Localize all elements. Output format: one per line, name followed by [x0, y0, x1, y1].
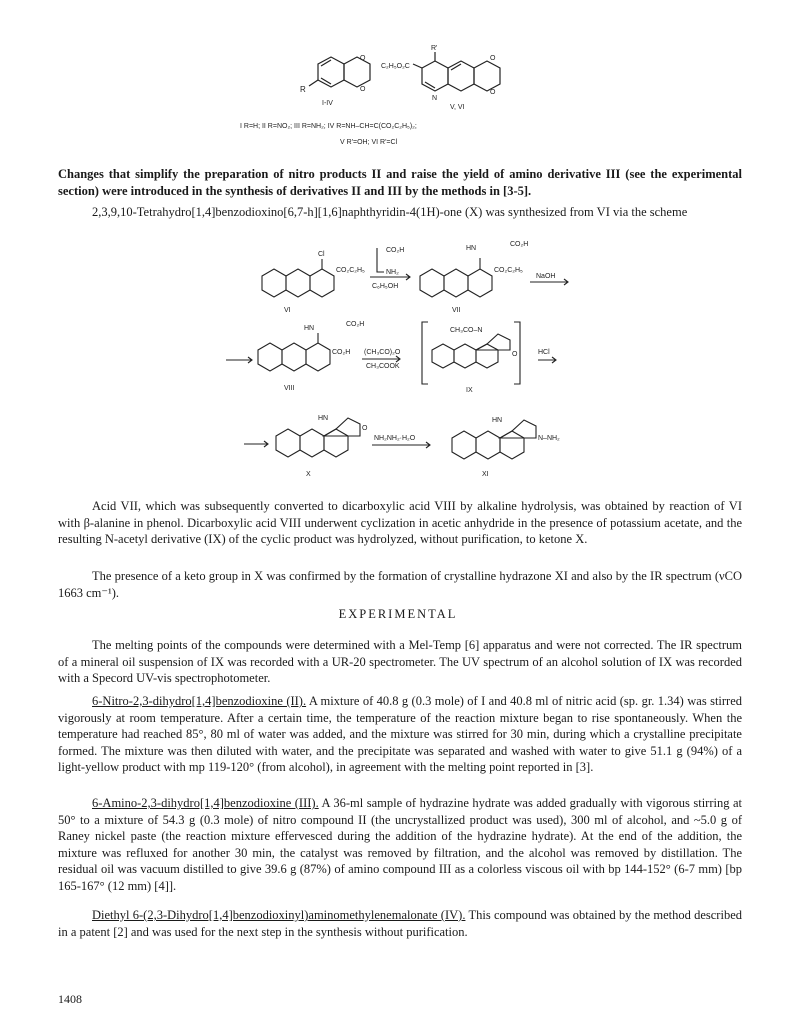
reagent-phenol: C₆H₅OH	[372, 283, 399, 290]
top-scheme	[0, 0, 796, 160]
reagent-nh2: NH₂	[386, 269, 399, 276]
label-o4: O	[490, 89, 496, 96]
vi-cl: Cl	[318, 251, 325, 258]
naoh: NaOH	[536, 273, 556, 280]
ch3cook: CH₃COOK	[366, 363, 400, 370]
reagent-co2h: CO₂H	[386, 247, 405, 254]
diethyl-body: This compound was obtained by the method described in a patent [2] and was used for the next step in the synthesis without purification.	[58, 908, 742, 939]
reaction-scheme	[0, 232, 796, 492]
vii-hn: HN	[466, 245, 477, 252]
paragraph-synthesis-intro	[58, 204, 742, 221]
keto-text: The presence of a keto group in X was confirmed by the formation of crystalline hydrazone XI and also by the IR spectrum (νCO 1663 cm⁻¹).	[58, 569, 742, 600]
ac2o: (CH₃CO)₂O	[364, 349, 401, 356]
x-hn: HN	[318, 415, 329, 422]
diethyl-title: Diethyl 6-(2,3-Dihydro[1,4]benzodioxinyl)aminomethylenemalonate (IV).	[92, 908, 466, 922]
section-heading-experimental: EXPERIMENTAL	[338, 607, 458, 621]
ix-acetyl: CH₃CO–N	[450, 327, 483, 334]
label-o1: O	[360, 55, 366, 62]
label-n: N	[432, 95, 438, 102]
paragraph-diethyl	[58, 907, 742, 940]
vii-ester: CO₂C₂H₅	[494, 267, 523, 274]
vi-label: VI	[284, 307, 291, 314]
paragraph-changes: Changes that simplify the preparation of nitro products II and raise the yield of amino derivative III (see the experimental section) were introduced in the synthesis of derivatives II and III by the methods in [3-5].	[58, 167, 742, 198]
paragraph-acid-vii	[58, 498, 742, 548]
ix-oxo: O	[512, 351, 518, 358]
label-v-vi: V, VI	[450, 104, 465, 111]
hcl: HCl	[538, 349, 550, 356]
viii-label: VIII	[284, 385, 295, 392]
vii-label: VII	[452, 307, 461, 314]
label-o2: O	[360, 86, 366, 93]
paragraph-keto	[58, 568, 742, 601]
paragraph-nitro	[58, 693, 742, 776]
nitro-title: 6-Nitro-2,3-dihydro[1,4]benzodioxine (II).	[92, 694, 307, 708]
label-o3: O	[490, 55, 496, 62]
label-r1: R'	[431, 45, 438, 52]
viii-co2h: CO₂H	[332, 349, 351, 356]
x-label: X	[306, 471, 311, 478]
paragraph-amino	[58, 795, 742, 894]
viii-co2h-chain: CO₂H	[346, 321, 365, 328]
x-oxo: O	[362, 425, 368, 432]
vii-co2h: CO₂H	[510, 241, 529, 248]
amino-body: A 36-ml sample of hydrazine hydrate was added gradually with vigorous stirring at 50° to a mixture of 54.3 g (0.3 mole) of nitro compound II (the uncrystallized product was used), 300 ml of alcohol, and ~5.0 g of Raney nickel paste (the reaction mixture effervesced during the addition of the hydrazine hydrate). At the end of the addition, the mixture was refluxed for another 30 min, the catalyst was removed by filtration, and the alcohol was removed by distillation. The residual oil was vacuum distilled to give 39.6 g (87%) of amino compound III as a colorless viscous oil with bp 144-152° (6-7 mm) [bp 165-167° (12 mm) [4]].	[58, 796, 743, 893]
nitro-body: A mixture of 40.8 g (0.3 mole) of I and 40.8 ml of nitric acid (sp. gr. 1.34) was stirred vigorously at room temperature. After a certain time, the temperature of the reaction mixture began to rise spontaneously. When the temperature had reached 85°, 80 ml of water was added, and the mixture was stirred for 30 min, during which a crystalline precipitate formed. The mixture was then diluted with water, and the precipitate was separated and washed with water to give 51.1 g (94%) of a light-yellow product with mp 119-120° (from alcohol), in agreement with the melting point reported in [3].	[58, 694, 743, 774]
label-i-iv: I-IV	[322, 100, 333, 107]
xi-label: XI	[482, 471, 489, 478]
viii-hn: HN	[304, 325, 315, 332]
synthesis-intro-text: 2,3,9,10-Tetrahydro[1,4]benzodioxino[6,7-h][1,6]naphthyridin-4(1H)-one (X) was synthesized from VI via the scheme	[92, 205, 688, 219]
xi-hydrazone: N–NH₂	[538, 435, 560, 442]
legend-line-2: V R'=OH; VI R'=Cl	[340, 139, 398, 146]
xi-hn: HN	[492, 417, 503, 424]
vi-ester: CO₂C₂H₅	[336, 267, 365, 274]
ix-label: IX	[466, 387, 473, 394]
label-r: R	[300, 85, 306, 94]
paragraph-melting-points	[58, 637, 742, 687]
legend-line-1: I R=H; II R=NO₂; III R=NH₂; IV R=NH–CH=C(CO₂C₂H₅)₂;	[240, 123, 417, 130]
page-number: 1408	[58, 992, 82, 1006]
label-ester: C₂H₅O₂C	[381, 63, 410, 70]
acid-vii-text: Acid VII, which was subsequently converted to dicarboxylic acid VIII by alkaline hydrolysis, was obtained by reaction of VI with β-alanine in phenol. Dicarboxylic acid VIII underwent cyclization in acetic anhydride in the presence of potassium acetate, and the resulting N-acetyl derivative (IX) of the cyclic product was hydrolyzed, without purification, to ketone X.	[58, 499, 742, 546]
hydrazine: NH₂NH₂·H₂O	[374, 435, 416, 442]
amino-title: 6-Amino-2,3-dihydro[1,4]benzodioxine (III).	[92, 796, 319, 810]
melting-points-text: The melting points of the compounds were determined with a Mel-Temp [6] apparatus and were not corrected. The IR spectrum of a mineral oil suspension of IX was recorded with a UR-20 spectrometer. The UV spectrum of an alcohol solution of IX was recorded with a Specord UV-vis spectrophotometer.	[58, 638, 742, 685]
